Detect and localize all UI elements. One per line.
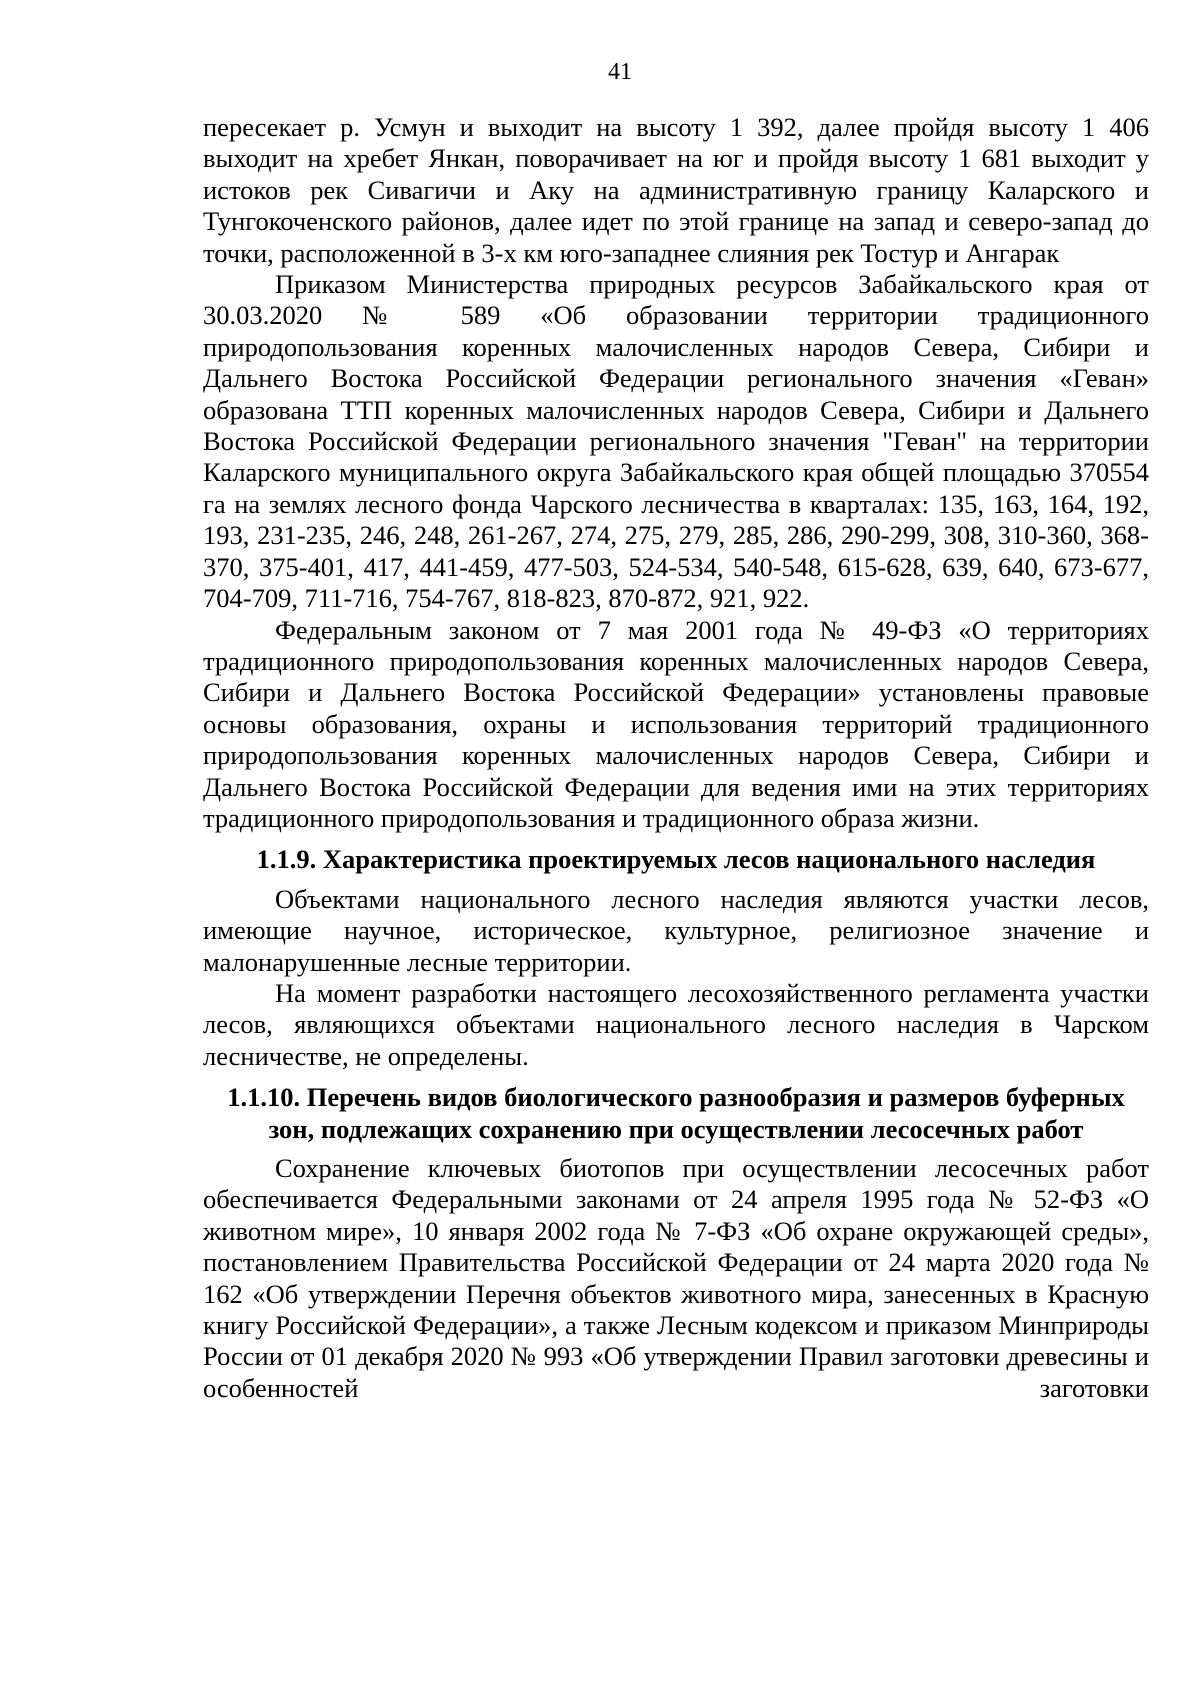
paragraph-boundary-description: пересекает р. Усмун и выходит на высоту 1 392, далее пройдя высоту 1 406 выходит на хребет Янкан, поворачивает на юг и пройдя высоту 1 681 выходит у истоков рек Сивагичи и Аку на административную границу Каларского и Тунгокоченского районов, далее идет по этой границе на запад и северо-запад до точки, расположенной в 3-х км юго-западнее слияния рек Тостур и Ангарак <box>203 112 1149 268</box>
section-heading-1-1-9: 1.1.9. Характеристика проектируемых лесов национального наследия <box>256 844 1096 875</box>
paragraph-heritage-not-defined: На момент разработки настоящего лесохозяйственного регламента участки лесов, являющихся объектами национального лесного наследия в Чарском лесничестве, не определены. <box>203 977 1149 1071</box>
section-heading-1-1-10: 1.1.10. Перечень видов биологического разнообразия и размеров буферных зон, подлежащих сохранению при осуществлении лесосечных работ <box>227 1082 1125 1144</box>
paragraph-national-heritage-objects: Объектами национального лесного наследия являются участки лесов, имеющие научное, историческое, культурное, религиозное значение и малонарушенные лесные территории. <box>203 883 1149 977</box>
page-content <box>203 112 1149 1404</box>
paragraph-order-gevan: Приказом Министерства природных ресурсов Забайкальского края от 30.03.2020 № 589 «Об образовании территории традиционного природопользования коренных малочисленных народов Севера, Сибири и Дальнего Востока Российской Федерации регионального значения «Геван» образована ТТП коренных малочисленных народов Севера, Сибири и Дальнего Востока Российской Федерации регионального значения "Геван" на территории Каларского муниципального округа Забайкальского края общей площадью 370554 га на землях лесного фонда Чарского лесничества в кварталах: 135, 163, 164, 192, 193, 231-235, 246, 248, 261-267, 274, 275, 279, 285, 286, 290-299, 308, 310-360, 368-370, 375-401, 417, 441-459, 477-503, 524-534, 540-548, 615-628, 639, 640, 673-677, 704-709, 711-716, 754-767, 818-823, 870-872, 921, 922. <box>203 269 1149 614</box>
paragraph-federal-law-49: Федеральным законом от 7 мая 2001 года № 49-ФЗ «О территориях традиционного природопользования коренных малочисленных народов Севера, Сибири и Дальнего Востока Российской Федерации» установлены правовые основы образования, охраны и использования территорий традиционного природопользования коренных малочисленных народов Севера, Сибири и Дальнего Востока Российской Федерации для ведения ими на этих территориях традиционного природопользования и традиционного образа жизни. <box>203 614 1149 833</box>
page-number: 41 <box>608 59 632 85</box>
paragraph-biotope-preservation: Сохранение ключевых биотопов при осуществлении лесосечных работ обеспечивается Федеральными законами от 24 апреля 1995 года № 52-ФЗ «О животном мире», 10 января 2002 года № 7-ФЗ «Об охране окружающей среды», постановлением Правительства Российской Федерации от 24 марта 2020 года № 162 «Об утверждении Перечня объектов животного мира, занесенных в Красную книгу Российской Федерации», а также Лесным кодексом и приказом Минприроды России от 01 декабря 2020 № 993 «Об утверждении Правил заготовки древесины и особенностей заготовки <box>203 1153 1149 1403</box>
